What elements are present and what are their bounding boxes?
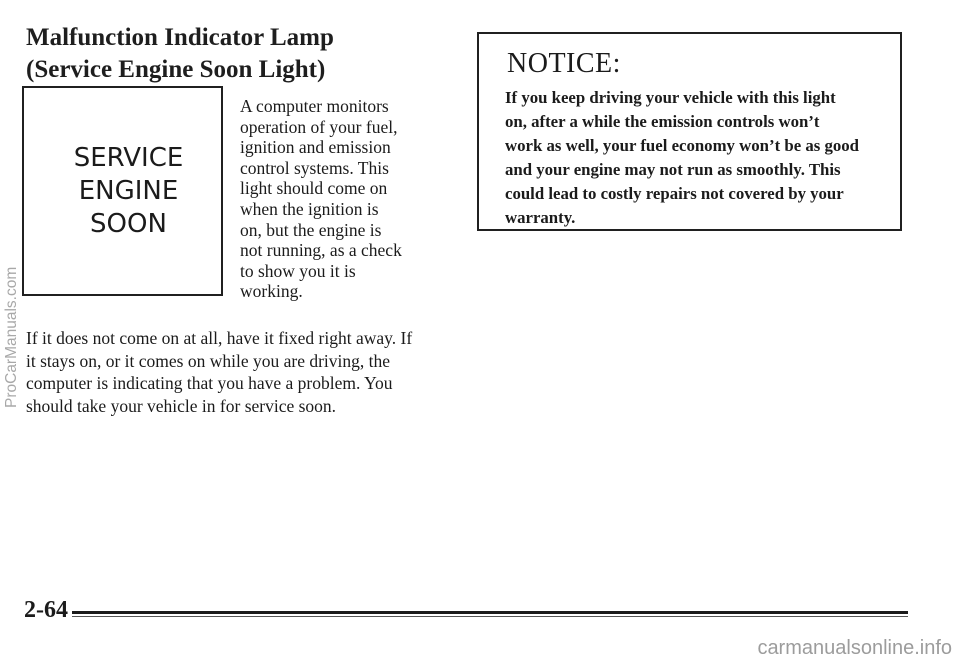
- paragraph-line: on, but the engine is: [240, 219, 382, 240]
- footer-rule-thin: [72, 616, 908, 617]
- body-paragraph: [26, 327, 412, 417]
- paragraph-line: ignition and emission: [240, 137, 391, 158]
- paragraph-line: it stays on, or it comes on while you are driving, the: [26, 350, 391, 371]
- footer-site-watermark: carmanualsonline.info: [757, 637, 952, 659]
- paragraph-line: when the ignition is: [240, 198, 379, 219]
- paragraph-line: not running, as a check: [240, 240, 402, 261]
- paragraph-line: computer is indicating that you have a problem. You: [26, 373, 393, 393]
- indicator-label: [74, 142, 184, 241]
- notice-line: and your engine may not run as smoothly. This: [505, 160, 841, 179]
- notice-line: work as well, your fuel economy won’t be as good: [505, 136, 859, 155]
- indicator-label-line: SOON: [90, 208, 167, 239]
- paragraph-line: to show you it is: [240, 260, 356, 281]
- page-number: 2-64: [24, 597, 68, 623]
- section-title: [26, 22, 334, 86]
- paragraph-line: working.: [240, 281, 303, 302]
- paragraph-line: control systems. This: [240, 157, 389, 178]
- paragraph-line: If it does not come on at all, have it fixed right away. If: [26, 328, 413, 348]
- notice-heading: NOTICE:: [507, 48, 621, 79]
- indicator-label-line: SERVICE: [73, 142, 184, 173]
- indicator-label-line: ENGINE: [78, 175, 179, 206]
- service-engine-soon-indicator: [22, 86, 223, 296]
- paragraph-line: should take your vehicle in for service soon.: [26, 395, 337, 416]
- notice-line: could lead to costly repairs not covered by your: [505, 184, 844, 203]
- section-title-line: (Service Engine Soon Light): [26, 56, 326, 83]
- notice-text: [505, 86, 859, 230]
- notice-line: If you keep driving your vehicle with this light: [505, 88, 836, 107]
- watermark: ProCarManuals.com: [3, 266, 20, 408]
- notice-line: warranty.: [505, 208, 576, 227]
- footer-rule: [72, 611, 908, 614]
- intro-paragraph: [240, 96, 440, 302]
- section-title-line: Malfunction Indicator Lamp: [26, 24, 334, 51]
- paragraph-line: operation of your fuel,: [240, 116, 398, 137]
- notice-line: on, after a while the emission controls won’t: [505, 112, 820, 131]
- paragraph-line: A computer monitors: [240, 96, 389, 116]
- notice-box: [477, 32, 902, 231]
- paragraph-line: light should come on: [240, 178, 388, 199]
